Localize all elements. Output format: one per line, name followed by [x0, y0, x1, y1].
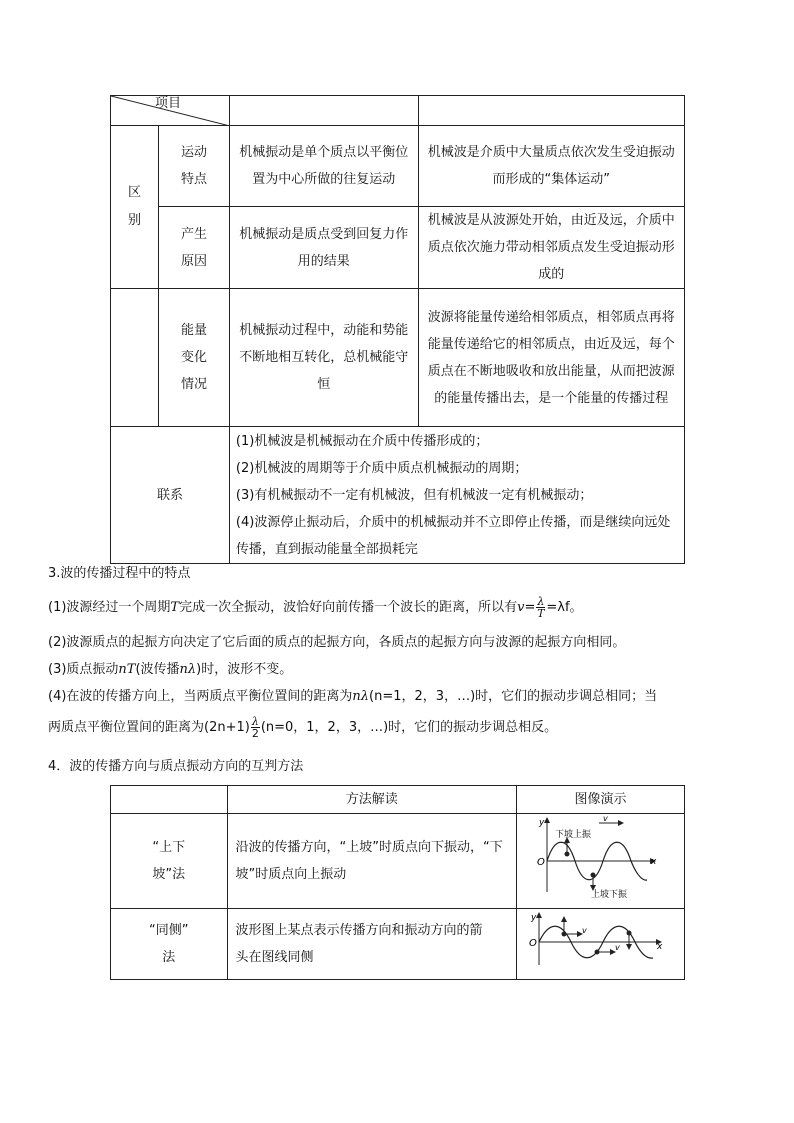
section3-p4-line2: [48, 716, 557, 739]
group-diff-label: 区别: [111, 126, 159, 289]
p3-text-b: (波传播: [135, 662, 180, 677]
header-diagonal-cell: [111, 96, 230, 126]
comparison-table: [110, 95, 685, 564]
axis-label-x: x: [650, 857, 657, 867]
method-desc-slope: [227, 814, 516, 909]
method-name-line2: 法: [162, 950, 176, 965]
axis-label-y: y: [530, 913, 537, 923]
row-wave-energy: 波源将能量传递给相邻质点，相邻质点再将能量传递给它的相邻质点，由近及远，每个质点在不断地吸收和放出能量，从而把波源的能量传播出去，是一个能量的传播过程: [418, 289, 684, 427]
p3-text-a: (3)质点振动: [48, 662, 119, 677]
section3-p4-line1: [48, 688, 657, 706]
p1-eq: =: [524, 600, 536, 615]
p4-frac-num: λ: [251, 715, 259, 728]
axis-label-o: O: [536, 857, 545, 868]
relation-item: (1)机械波是机械振动在介质中传播形成的；: [235, 433, 489, 449]
velocity-label-a: v: [581, 926, 587, 935]
method-header-desc: 方法解读: [227, 786, 516, 814]
p1-frac-den: T: [537, 607, 545, 620]
slope-wave-figure: [517, 814, 684, 898]
relation-item: (3)有机械振动不一定有机械波，但有机械波一定有机械振动；: [235, 487, 593, 503]
relation-label: 联系: [111, 427, 230, 564]
header-empty-2: [418, 96, 684, 126]
p1-text-a: (1)波源经过一个周期: [48, 600, 171, 615]
header-label: 项目: [155, 96, 182, 111]
p4-text-a: (4)在波的传播方向上，当两质点平衡位置间的距离为: [48, 689, 353, 704]
method-desc-line1: 波形图上某点表示传播方向和振动方向的箭: [235, 923, 483, 938]
method-name-line2: 坡”法: [152, 867, 186, 882]
label-upslope-down: 上坡下振: [590, 890, 627, 898]
row-wave-motion: 机械波是介质中大量质点依次发生受迫振动而形成的“集体运动”: [418, 126, 684, 207]
row-label-cause: 产生原因: [158, 207, 229, 289]
velocity-label: v: [602, 814, 608, 823]
method-header-empty: [111, 786, 228, 814]
p3-text-c: )时，波形不变。: [196, 662, 293, 677]
section3-p2: (2)波源质点的起振方向决定了它后面的质点的起振方向，各质点的起振方向与波源的起振方向相同。: [48, 635, 626, 650]
row-label-motion: 运动特点: [158, 126, 229, 207]
p3-var-nl: nλ: [179, 662, 197, 677]
p1-var-v: v: [517, 600, 525, 615]
method-name-line1: “上下: [152, 840, 186, 855]
section3-p1: [48, 596, 583, 619]
row-mech-energy: 机械振动过程中，动能和势能不断地相互转化，总机械能守恒: [229, 289, 418, 427]
relation-item: (4)波源停止振动后，介质中的机械振动并不立即停止传播，而是继续向远处传播，直到振动能量全部损耗完: [235, 514, 671, 557]
section4-title: 4．波的传播方向与质点振动方向的互判方法: [48, 759, 304, 774]
p1-fraction: [536, 596, 545, 619]
relation-item: (2)机械波的周期等于介质中质点机械振动的周期；: [235, 460, 528, 476]
method-name-line1: “同侧”: [149, 923, 189, 938]
p1-text-c: =λf。: [546, 600, 583, 615]
section3-title: 3.波的传播过程中的特点: [48, 566, 191, 581]
label-downslope-up: 下坡上振: [554, 830, 591, 840]
p4-text-b: (n=1，2，3，…)时，它们的振动步调总相同；当: [369, 689, 658, 704]
section3-p3: [48, 661, 292, 679]
figure-cell-slope: [516, 814, 684, 909]
figure-cell-sameside: [516, 909, 684, 980]
relation-content: [229, 427, 684, 564]
sameside-wave-figure: [517, 909, 684, 969]
row-label-energy: 能量变化情况: [158, 289, 229, 427]
velocity-label-b: v: [614, 943, 620, 952]
energy-empty: [111, 289, 159, 427]
p4-fraction: [251, 716, 260, 739]
method-header-figure: 图像演示: [516, 786, 684, 814]
method-table: [110, 785, 685, 980]
p3-var-nT: nT: [118, 662, 136, 677]
method-desc-line2: 坡”时质点向上振动: [235, 867, 347, 882]
axis-label-o: O: [528, 938, 537, 949]
method-desc-sameside: [227, 909, 516, 980]
p4-frac-den: 2: [251, 727, 259, 740]
row-mech-cause: 机械振动是质点受到回复力作用的结果: [229, 207, 418, 289]
p4-var-nl: nλ: [352, 689, 370, 704]
row-wave-cause: 机械波是从波源处开始，由近及远，介质中质点依次施力带动相邻质点发生受迫振动形成的: [418, 207, 684, 289]
method-desc-line2: 头在图线同侧: [235, 950, 314, 965]
p4-text-c: 两质点平衡位置间的距离为(2n+1): [48, 720, 250, 735]
axis-label-x: x: [656, 942, 663, 952]
p1-frac-num: λ: [537, 595, 545, 608]
p4-text-d: (n=0，1，2，3，…)时，它们的振动步调总相反。: [260, 720, 558, 735]
method-name-sameside: [111, 909, 228, 980]
header-empty-1: [229, 96, 418, 126]
method-desc-line1: 沿波的传播方向，“上坡”时质点向下振动，“下: [235, 840, 503, 855]
p1-text-b: 完成一次全振动，波恰好向前传播一个波长的距离，所以有: [179, 600, 518, 615]
axis-label-y: y: [538, 818, 545, 828]
row-mech-motion: 机械振动是单个质点以平衡位置为中心所做的往复运动: [229, 126, 418, 207]
method-name-slope: [111, 814, 228, 909]
p1-var-T: T: [170, 600, 180, 615]
